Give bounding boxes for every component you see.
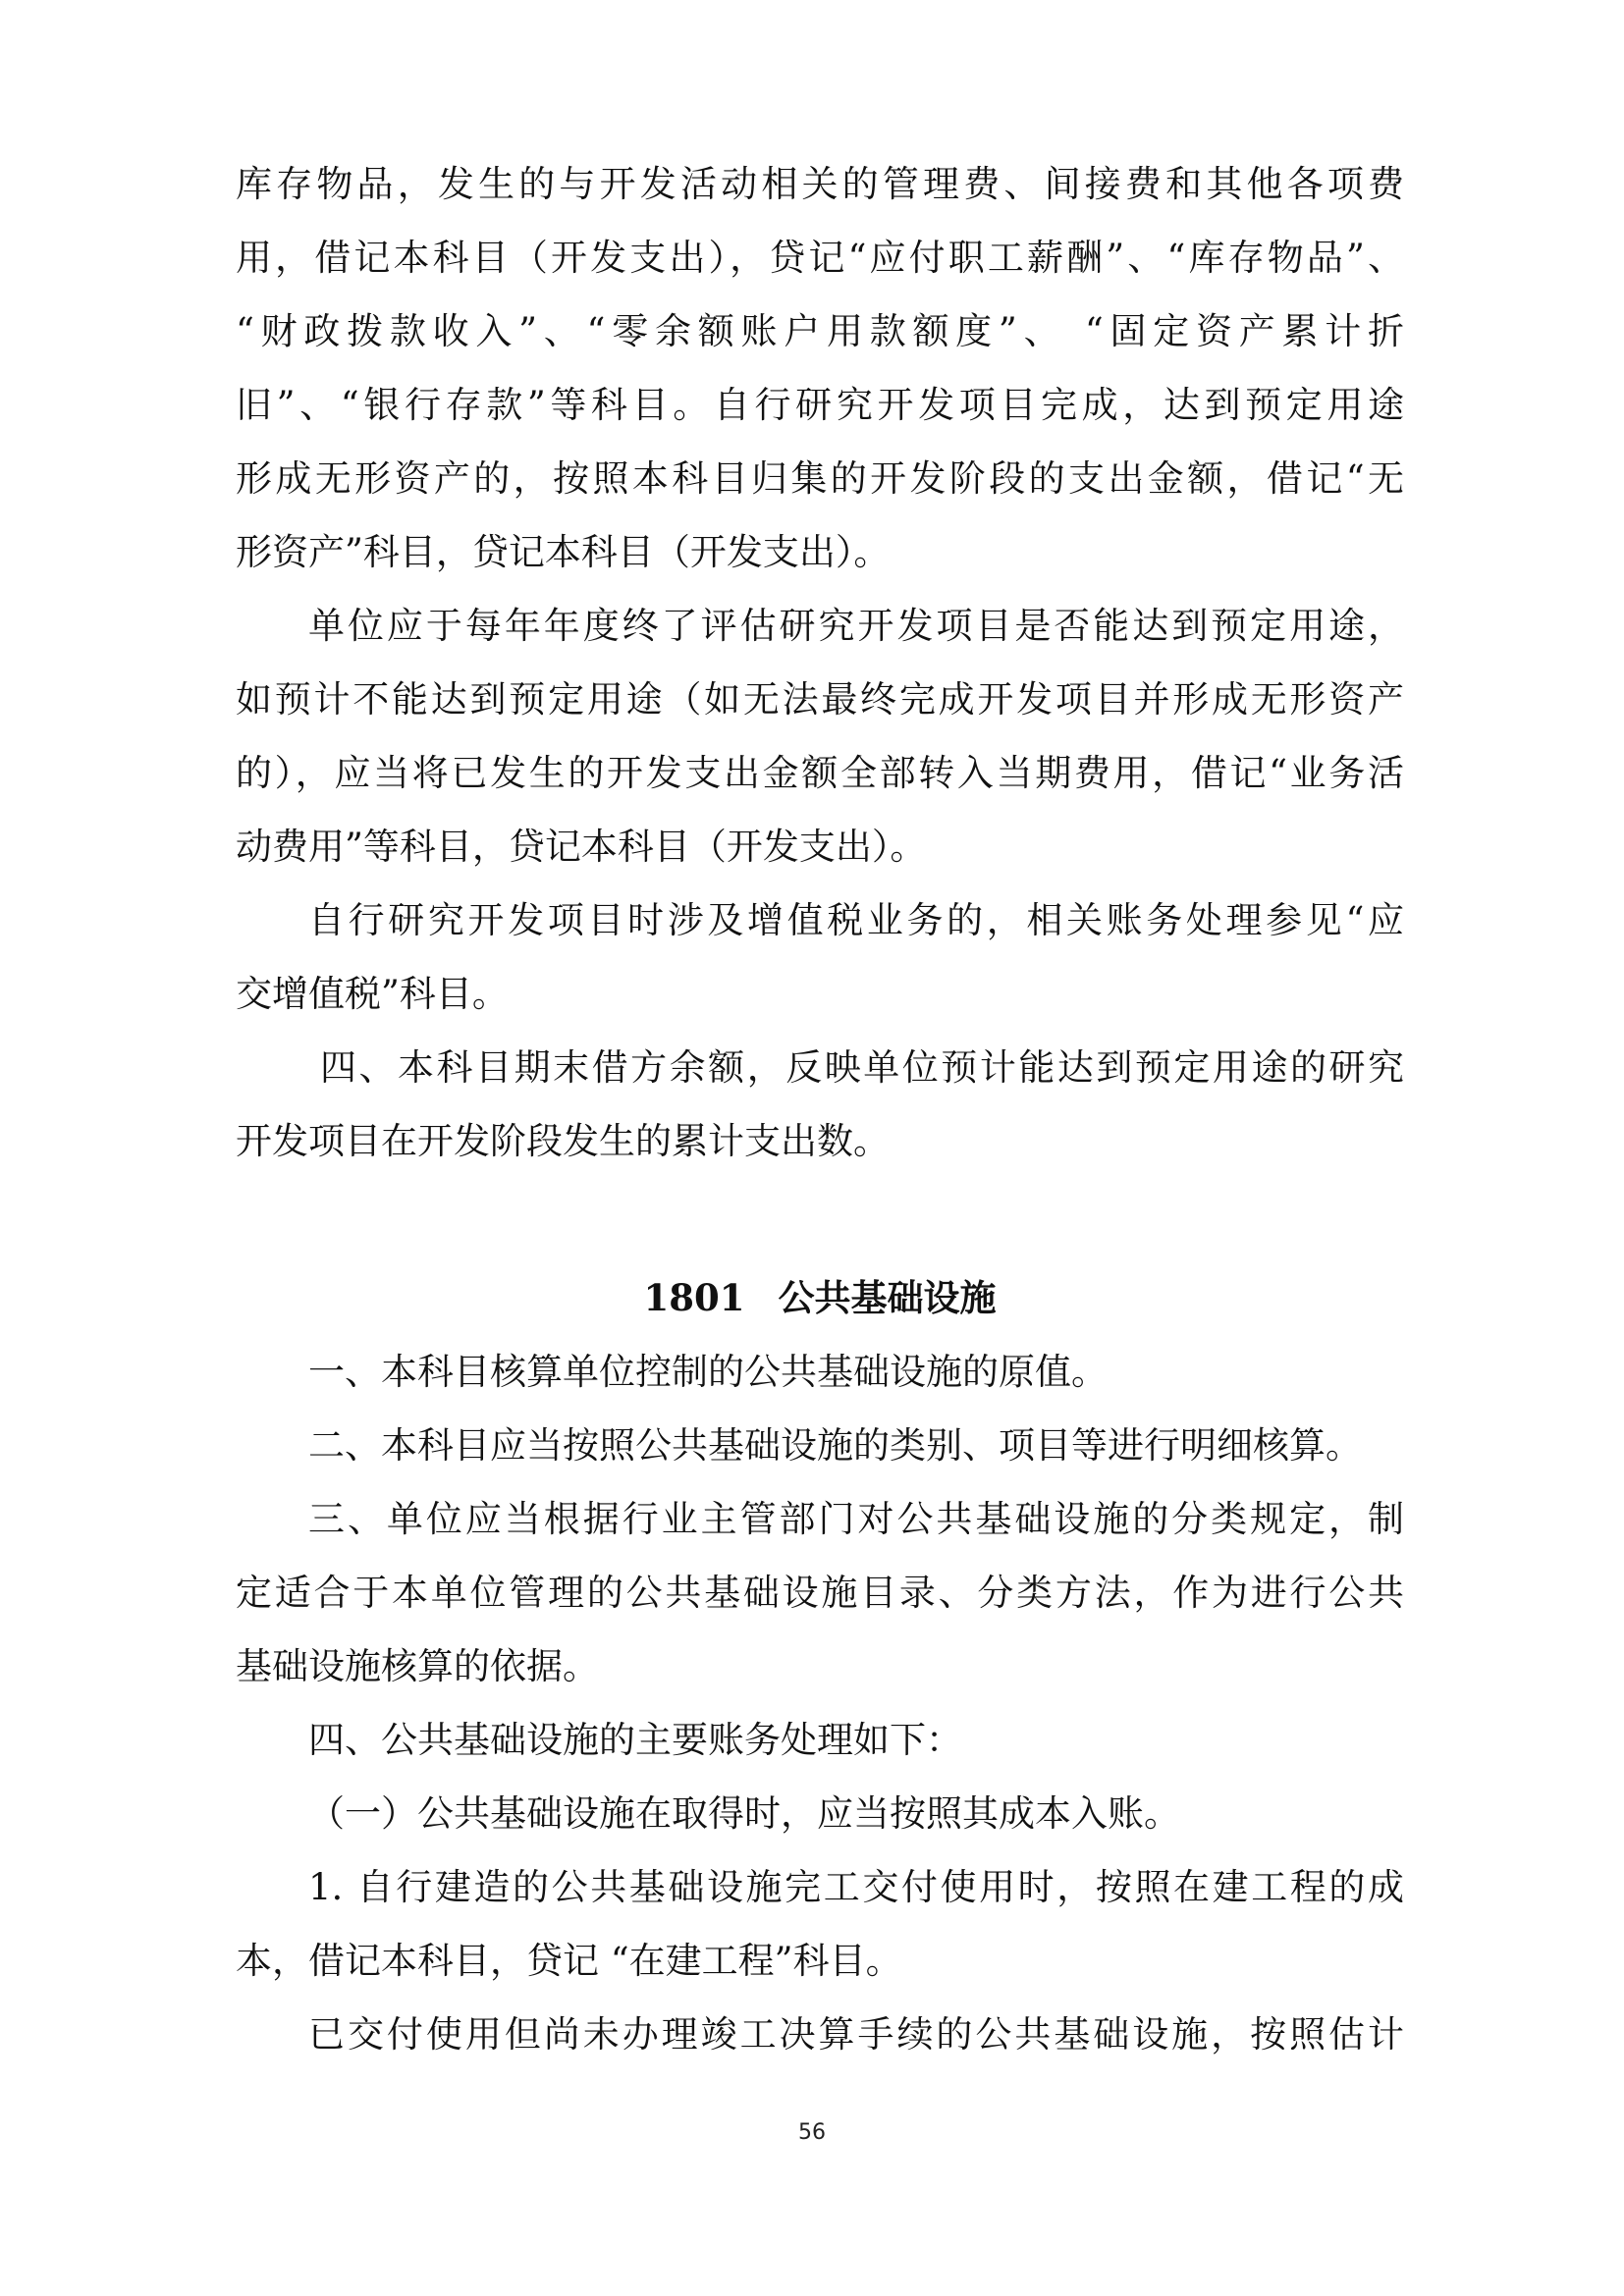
text-line: 四、本科目期末借方余额，反映单位预计能达到预定用途的研究 — [320, 1046, 1404, 1089]
section-title: 公共基础设施 — [778, 1276, 997, 1319]
section-paragraph-3 — [236, 1482, 1404, 1703]
text-line: 用，借记本科目（开发支出），贷记“应付职工薪酬”、“库存物品”、 — [236, 237, 1404, 279]
section-heading — [236, 1261, 1404, 1335]
text-line: 基础设施核算的依据。 — [236, 1645, 599, 1687]
body-text — [236, 147, 1404, 2071]
text-line: 旧”、“银行存款”等科目。自行研究开发项目完成，达到预定用途 — [236, 384, 1404, 426]
text-line: 交增值税”科目。 — [236, 973, 509, 1015]
text-line: 三、单位应当根据行业主管部门对公共基础设施的分类规定，制 — [308, 1498, 1404, 1540]
paragraph-3 — [236, 883, 1404, 1031]
text-line: 四、公共基础设施的主要账务处理如下： — [308, 1719, 962, 1761]
text-line: （一）公共基础设施在取得时，应当按照其成本入账。 — [308, 1792, 1180, 1835]
text-line: 动费用”等科目，贷记本科目（开发支出）。 — [236, 826, 927, 868]
section-paragraph-7 — [236, 1998, 1404, 2071]
text-line: 开发项目在开发阶段发生的累计支出数。 — [236, 1120, 890, 1162]
text-line: 形资产”科目，贷记本科目（开发支出）。 — [236, 531, 891, 573]
text-line: “财政拨款收入”、“零余额账户用款额度”、 “固定资产累计折 — [236, 310, 1404, 352]
text-line: 如预计不能达到预定用途（如无法最终完成开发项目并形成无形资产 — [236, 678, 1404, 721]
section-paragraph-6 — [236, 1850, 1404, 1998]
text-line: 的），应当将已发生的开发支出金额全部转入当期费用，借记“业务活 — [236, 752, 1404, 794]
section-paragraph-2 — [236, 1409, 1404, 1482]
text-line: 自行研究开发项目时涉及增值税业务的，相关账务处理参见“应 — [308, 899, 1404, 941]
text-line: 已交付使用但尚未办理竣工决算手续的公共基础设施，按照估计 — [308, 2013, 1404, 2056]
text-line: 库存物品，发生的与开发活动相关的管理费、间接费和其他各项费 — [236, 163, 1404, 205]
section-gap — [236, 1178, 1404, 1261]
paragraph-1 — [236, 147, 1404, 589]
text-line: 1. 自行建造的公共基础设施完工交付使用时，按照在建工程的成 — [308, 1866, 1404, 1908]
page-number: 56 — [798, 2120, 826, 2145]
section-paragraph-4 — [236, 1703, 1404, 1777]
section-paragraph-5 — [236, 1777, 1404, 1850]
paragraph-4 — [236, 1031, 1404, 1178]
text-line: 单位应于每年年度终了评估研究开发项目是否能达到预定用途， — [308, 605, 1404, 647]
text-line: 定适合于本单位管理的公共基础设施目录、分类方法，作为进行公共 — [236, 1572, 1404, 1614]
text-line: 二、本科目应当按照公共基础设施的类别、项目等进行明细核算。 — [308, 1424, 1362, 1467]
text-line: 形成无形资产的，按照本科目归集的开发阶段的支出金额，借记“无 — [236, 457, 1404, 500]
section-paragraph-1 — [236, 1335, 1404, 1409]
section-code: 1801 — [643, 1276, 745, 1319]
paragraph-2 — [236, 589, 1404, 883]
text-line: 一、本科目核算单位控制的公共基础设施的原值。 — [308, 1351, 1108, 1393]
text-line: 本，借记本科目，贷记 “在建工程”科目。 — [236, 1940, 902, 1982]
